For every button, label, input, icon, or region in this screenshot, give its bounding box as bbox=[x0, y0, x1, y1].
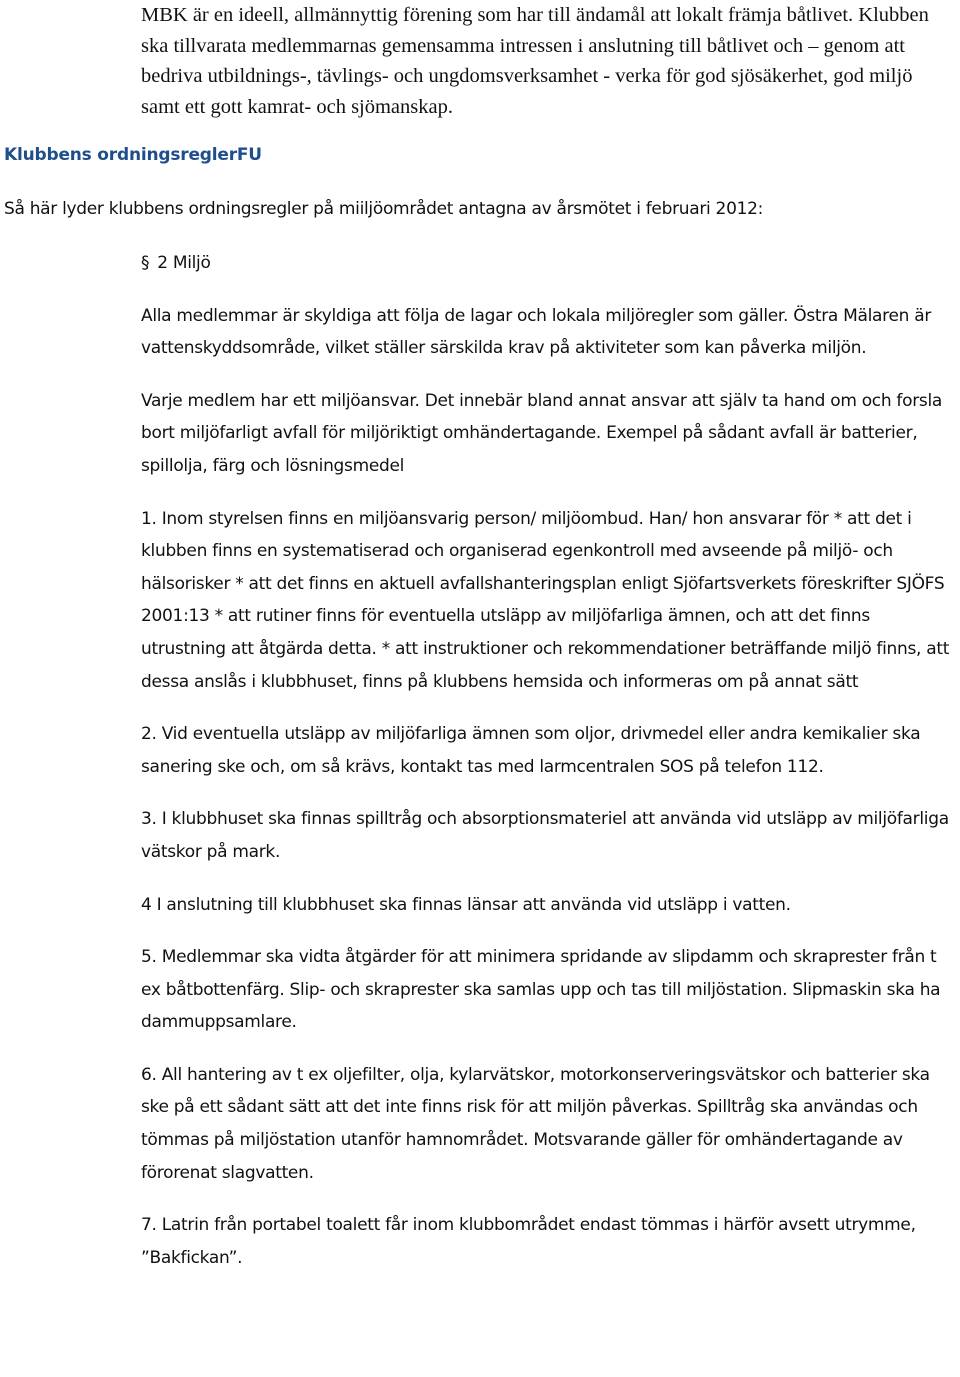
rule-item: 6. All hantering av t ex oljefilter, olja, kylarvätskor, motorkonserveringsvätskor och batterier ska ske på ett sådant sätt att det inte finns risk för att miljön påverkas. Spilltråg ska användas och tömmas på miljöstation utanför hamnområdet. Motsvarande gäller för omhändertagande av förorenat slagvatten. bbox=[141, 1064, 930, 1183]
rule-paragraph: Alla medlemmar är skyldiga att följa de lagar och lokala miljöregler som gäller. Östra Mälaren är vattenskyddsområde, vilket ställer särskilda krav på aktiviteter som kan påverka miljön. bbox=[141, 305, 932, 359]
rule-item: 5. Medlemmar ska vidta åtgärder för att minimera spridande av slipdamm och skraprester från t ex båtbottenfärg. Slip- och skraprester ska samlas upp och tas till miljöstation. Slipmaskin ska ha dammuppsamlare. bbox=[141, 947, 941, 1033]
rule-item: 2. Vid eventuella utsläpp av miljöfarliga ämnen som oljor, drivmedel eller andra kemikalier ska sanering ske och, om så krävs, kontakt tas med larmcentralen SOS på telefon 112. bbox=[141, 724, 921, 777]
section-title-text: 2 Miljö bbox=[157, 253, 211, 273]
section-title bbox=[141, 247, 956, 280]
rule-paragraph: Varje medlem har ett miljöansvar. Det innebär bland annat ansvar att själv ta hand om och forsla bort miljöfarligt avfall för miljöriktigt omhändertagande. Exempel på sådant avfall är batterier, spillolja, färg och lösningsmedel bbox=[141, 390, 943, 476]
rule-item: 1. Inom styrelsen finns en miljöansvarig person/ miljöombud. Han/ hon ansvarar för * att det i klubben finns en systematiserad och organiserad egenkontroll med avseende på miljö- och hälsorisker * att det finns en aktuell avfallshanteringsplan enligt Sjöfartsverkets föreskrifter SJÖFS 2001:13 * att rutiner finns för eventuella utsläpp av miljöfarliga ämnen, och att det finns utrustning att åtgärda detta. * att instruktioner och rekommendationer beträffande miljö finns, att dessa anslås i klubbhuset, finns på klubbens hemsida och informeras om på annat sätt bbox=[141, 508, 950, 692]
regulations-body bbox=[141, 247, 956, 1294]
section-heading: Klubbens ordningsreglerFU bbox=[4, 145, 262, 165]
rule-item: 3. I klubbhuset ska finnas spilltråg och absorptionsmateriel att använda vid utsläpp av miljöfarliga vätskor på mark. bbox=[141, 809, 949, 862]
rule-item: 4 I anslutning till klubbhuset ska finnas länsar att använda vid utsläpp i vatten. bbox=[141, 894, 791, 915]
intro-paragraph: MBK är en ideell, allmännyttig förening som har till ändamål att lokalt främja båtlivet. Klubben ska tillvarata medlemmarnas gemensamma intressen i anslutning till båtlivet och – genom att bedriva utbildnings-, tävlings- och ungdomsverksamhet - verka för god sjösäkerhet, god miljö samt ett gott kamrat- och sjömanskap. bbox=[141, 4, 929, 118]
section-sign: § bbox=[141, 253, 150, 273]
rule-item: 7. Latrin från portabel toalett får inom klubbområdet endast tömmas i härför avsett utrymme, ”Bakfickan”. bbox=[141, 1215, 916, 1268]
lead-sentence: Så här lyder klubbens ordningsregler på miiljöområdet antagna av årsmötet i februari 2012: bbox=[4, 199, 764, 219]
